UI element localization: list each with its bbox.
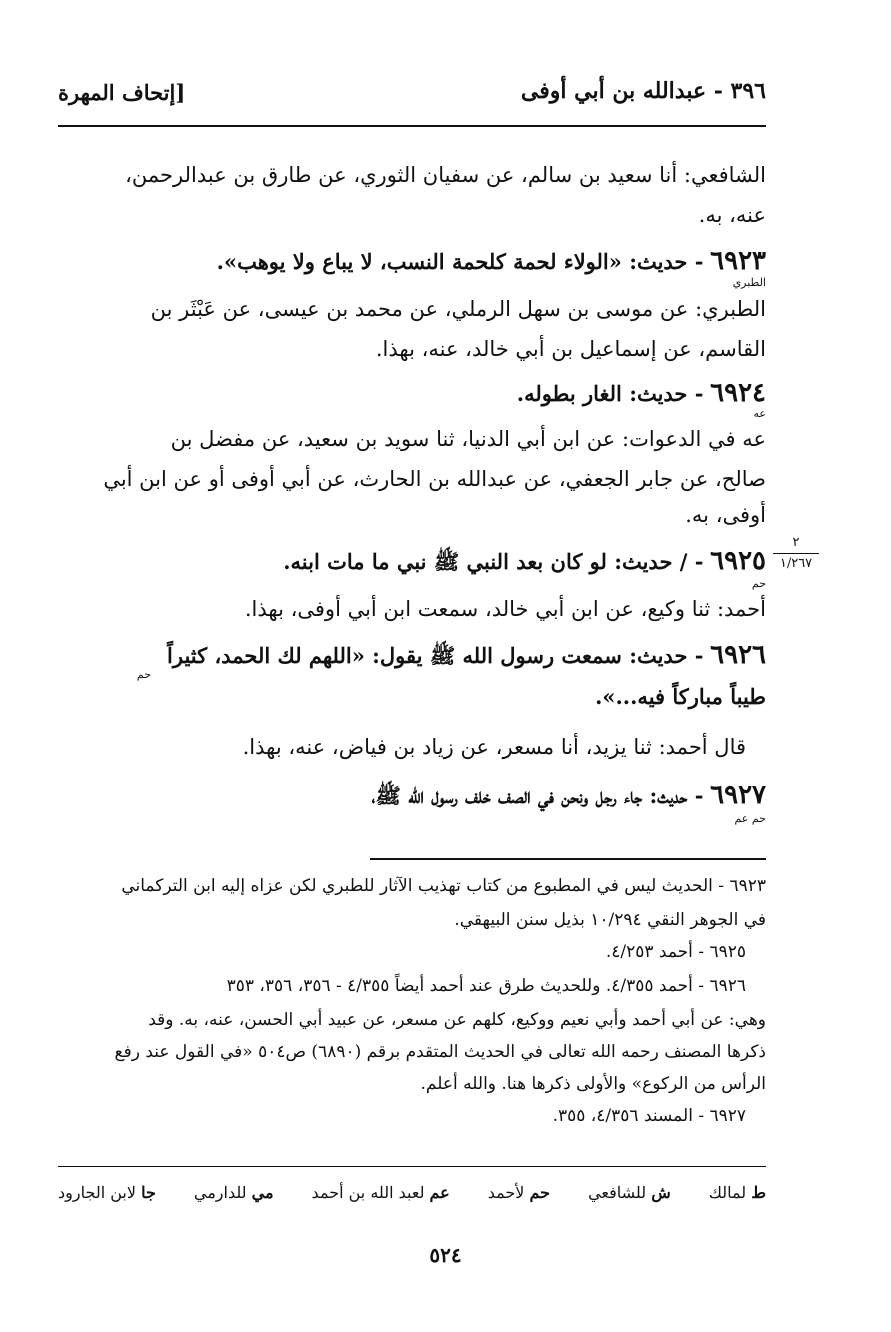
footnote-line-4: ٦٩٢٦ - أحمد ٤/٣٥٥. وللحديث طرق عند أحمد أيضاً ٤/٣٥٥ - ٣٥٦، ٣٥٦، ٣٥٣ — [226, 976, 746, 996]
header-divider — [58, 125, 766, 127]
body-line-11: أحمد: ثنا وكيع، عن ابن أبي خالد، سمعت ابن أبي أوفى، بهذا. — [244, 597, 766, 621]
siglum-hm-2: حم — [136, 668, 151, 681]
hadith-6925 — [283, 546, 766, 577]
siglum-tabari: الطبري — [732, 276, 766, 289]
body-line-5: القاسم، عن إسماعيل بن أبي خالد، عنه، بهذا. — [375, 337, 766, 361]
footnote-line-2: في الجوهر النقي ١٠/٢٩٤ بذيل سنن البيهقي. — [454, 910, 766, 930]
footnote-line-8: ٦٩٢٧ - المسند ٤/٣٥٦، ٣٥٥. — [552, 1106, 746, 1126]
siglum-hm-am: حم عم — [734, 812, 766, 825]
running-head-book: [إتحاف المهرة — [58, 80, 186, 105]
hadith-heading: - حديث: جاء رجل ونحن في الصف خلف رسول الله ﷺ، — [371, 783, 704, 808]
hadith-number: ٦٩٢٦ — [710, 640, 766, 670]
hadith-heading: - حديث: الغار بطوله. — [516, 381, 704, 406]
body-line-7: عه في الدعوات: عن ابن أبي الدنيا، ثنا سويد بن سعيد، عن مفضل بن — [170, 427, 766, 451]
footnote-line-6: ذكرها المصنف رحمه الله تعالى في الحديث المتقدم برقم (٦٨٩٠) ص٥٠٤ «في القول عند رفع — [114, 1042, 766, 1062]
abbr-item: مي للدارمي — [193, 1183, 274, 1202]
footnote-line-5: وهي: عن أبي أحمد وأبي نعيم ووكيع، كلهم عن مسعر، عن عبيد أبي الحسن، عنه، به. وقد — [148, 1010, 766, 1030]
body-line-13: طيباً مباركاً فيه...». — [595, 684, 766, 709]
abbr-item: عم لعبد الله بن أحمد — [311, 1183, 450, 1202]
margin-note — [771, 535, 821, 572]
siglum-hm-1: حم — [751, 577, 766, 590]
hadith-6924 — [517, 378, 766, 409]
hadith-number: ٦٩٢٤ — [710, 378, 766, 408]
hadith-number: ٦٩٢٧ — [710, 780, 766, 810]
abbreviations-divider — [58, 1166, 766, 1167]
body-line-2: عنه، به. — [698, 203, 766, 227]
abbr-item: ط لمالك — [708, 1183, 766, 1202]
abbreviations-key — [58, 1183, 766, 1202]
footnote-line-1: ٦٩٢٣ - الحديث ليس في المطبوع من كتاب تهذيب الآثار للطبري لكن عزاه إليه ابن التركماني — [121, 876, 766, 896]
body-line-1: الشافعي: أنا سعيد بن سالم، عن سفيان الثوري، عن طارق بن عبدالرحمن، — [125, 163, 766, 187]
abbr-item: ش للشافعي — [588, 1183, 671, 1202]
abbr-item: حم لأحمد — [487, 1183, 551, 1202]
hadith-number: ٦٩٢٥ — [710, 546, 766, 576]
page-number: ٥٢٤ — [429, 1243, 462, 1267]
body-line-9: أوفى، به. — [685, 503, 766, 527]
siglum-ea: عه — [753, 407, 766, 420]
hadith-6926 — [167, 640, 766, 671]
hadith-6923 — [217, 246, 766, 277]
margin-note-bottom: ١/٢٦٧ — [779, 556, 813, 571]
hadith-6927 — [372, 780, 766, 811]
body-line-4: الطبري: عن موسى بن سهل الرملي، عن محمد بن عيسى، عن عَبْثَر بن — [150, 297, 766, 321]
running-head-title: ٣٩٦ - عبدالله بن أبي أوفى — [520, 78, 766, 104]
footnote-divider — [370, 858, 766, 860]
footnote-line-3: ٦٩٢٥ - أحمد ٤/٢٥٣. — [605, 942, 746, 962]
body-line-14: قال أحمد: ثنا يزيد، أنا مسعر، عن زياد بن فياض، عنه، بهذا. — [242, 735, 746, 759]
hadith-heading: - حديث: «الولاء لحمة كلحمة النسب، لا يباع ولا يوهب». — [216, 249, 704, 274]
footnote-line-7: الرأس من الركوع» والأولى ذكرها هنا. والله أعلم. — [420, 1074, 766, 1094]
margin-note-top: ٢ — [792, 535, 800, 550]
hadith-heading: - حديث: سمعت رسول الله ﷺ يقول: «اللهم لك الحمد، كثيراً — [167, 643, 704, 668]
hadith-number: ٦٩٢٣ — [710, 246, 766, 276]
abbr-item: جا لابن الجارود — [58, 1183, 156, 1202]
body-line-8: صالح، عن جابر الجعفي، عن عبدالله بن الحارث، عن أبي أوفى أو عن ابن أبي — [103, 467, 766, 491]
hadith-heading: - / حديث: لو كان بعد النبي ﷺ نبي ما مات ابنه. — [283, 549, 704, 574]
margin-note-bar — [773, 553, 819, 554]
